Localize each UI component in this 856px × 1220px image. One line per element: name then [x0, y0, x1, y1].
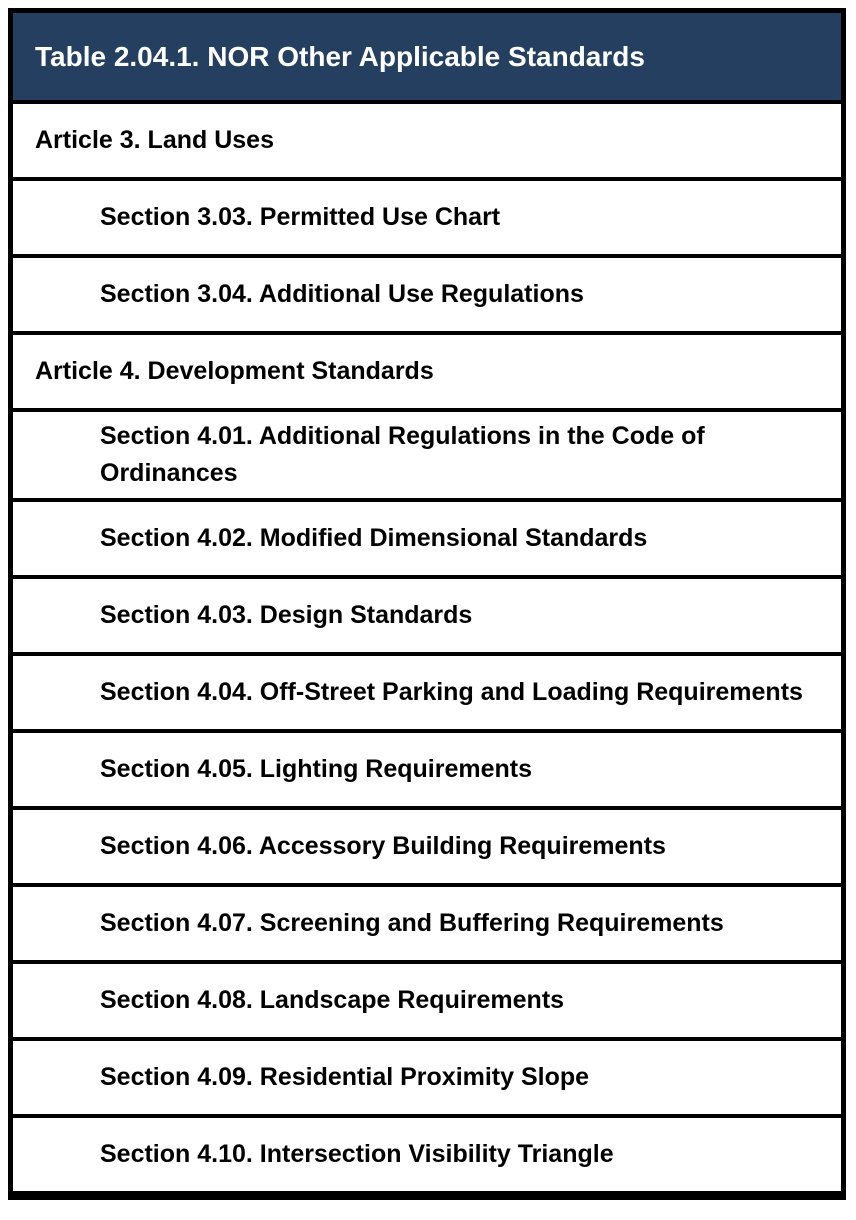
table-title: Table 2.04.1. NOR Other Applicable Standards [35, 40, 645, 72]
table-row-label: Section 4.02. Modified Dimensional Standards [100, 524, 648, 552]
table-row-label: Section 3.03. Permitted Use Chart [100, 203, 501, 231]
table-row [13, 502, 841, 579]
nor-standards-table [8, 8, 846, 1200]
table-row [13, 887, 841, 964]
table-row [13, 656, 841, 733]
table-row-label: Section 4.09. Residential Proximity Slope [100, 1063, 590, 1091]
table-row-label: Section 4.08. Landscape Requirements [100, 986, 565, 1014]
table-row [13, 412, 841, 502]
table-row-label: Section 4.06. Accessory Building Requirements [100, 832, 666, 860]
table-row [13, 579, 841, 656]
table-row [13, 1118, 841, 1195]
table-title-bar [13, 13, 841, 104]
table-row [13, 810, 841, 887]
table-row [13, 1041, 841, 1118]
table-row-label: Section 4.05. Lighting Requirements [100, 755, 533, 783]
table-row-label: Section 4.10. Intersection Visibility Triangle [100, 1140, 614, 1168]
table-row [13, 335, 841, 412]
table-row-label: Article 3. Land Uses [35, 126, 274, 154]
table-row-label: Section 4.01. Additional Regulations in the Code of Ordinances [100, 422, 705, 487]
table-row-label: Section 3.04. Additional Use Regulations [100, 280, 584, 308]
table-row-label: Article 4. Development Standards [35, 357, 434, 385]
table-row [13, 964, 841, 1041]
table-row [13, 733, 841, 810]
table-row-label: Section 4.03. Design Standards [100, 601, 473, 629]
table-row [13, 181, 841, 258]
table-row [13, 258, 841, 335]
table-row [13, 104, 841, 181]
table-row-label: Section 4.07. Screening and Buffering Requirements [100, 909, 724, 937]
table-row-label: Section 4.04. Off-Street Parking and Loading Requirements [100, 678, 803, 706]
